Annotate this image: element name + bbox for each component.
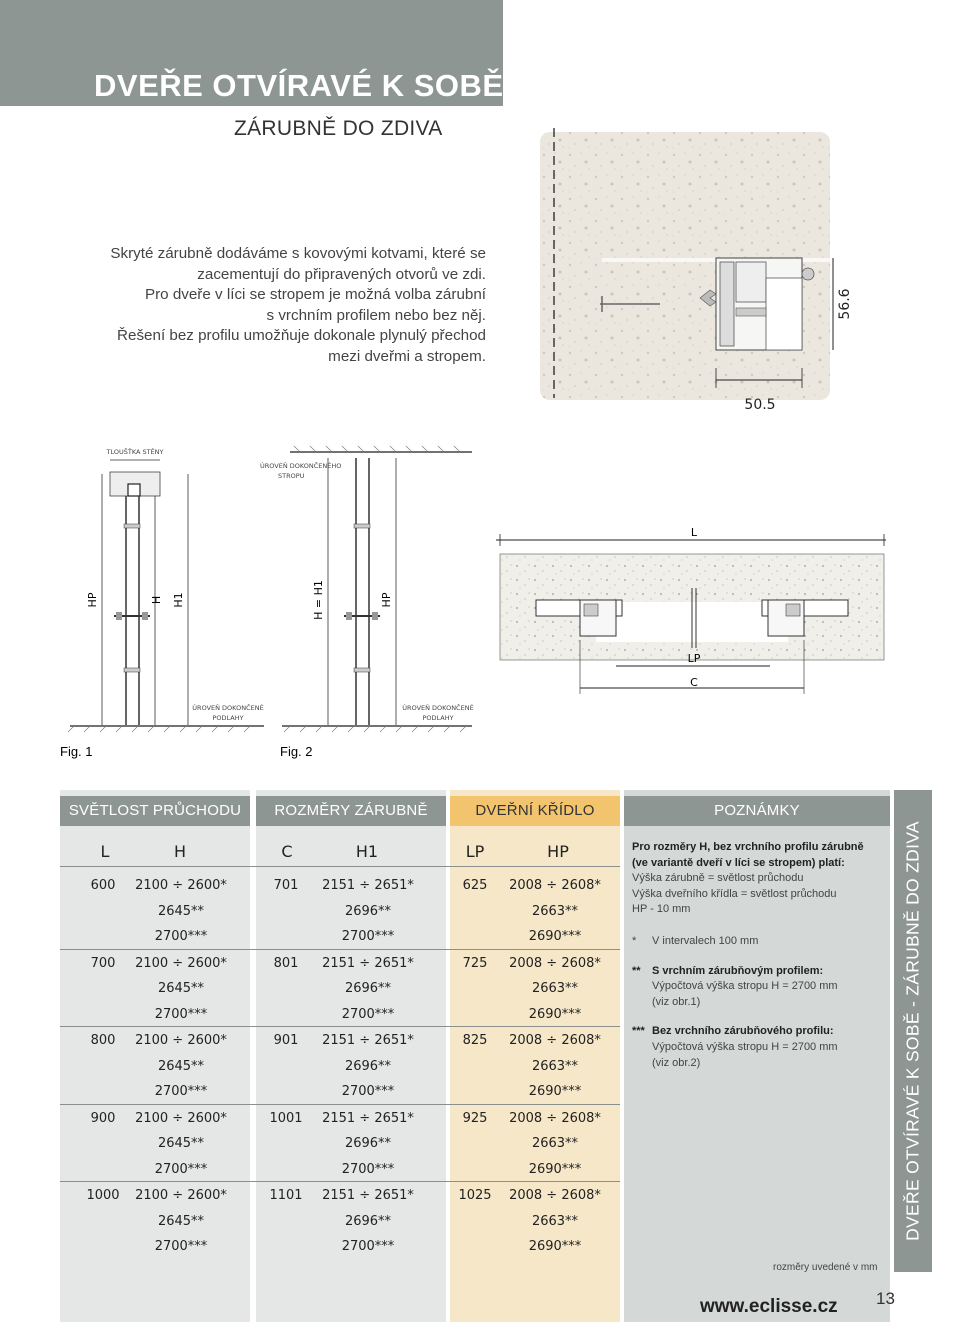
table-cell-h: 2645**: [157, 981, 205, 996]
note-title: S vrchním zárubňovým profilem:: [652, 964, 824, 977]
table-cell-h1: 2151 ÷ 2651*: [322, 1188, 414, 1203]
table-cell-hp: 2663**: [531, 1136, 579, 1151]
dim-h1-fig1: H1: [172, 592, 185, 608]
wall-thickness-label: TLOUŠŤKA STĚNY: [106, 448, 164, 456]
table-cell-h1: 2700***: [341, 1239, 395, 1254]
table-row-divider: [60, 949, 620, 950]
note-text: Výpočtová výška stropu H = 2700 mm: [652, 1040, 838, 1053]
col-header-lp: LP: [465, 842, 485, 861]
table-cell-hp: 2663**: [531, 903, 579, 919]
table-cell-l: 800: [90, 1033, 116, 1048]
table-cell-lp: 825: [462, 1033, 488, 1048]
notes-intro-bold: Pro rozměry H, bez vrchního profilu zárubně: [632, 841, 864, 853]
table-cell-h: 2645**: [157, 903, 205, 919]
floor-level-label-2: PODLAHY: [422, 714, 454, 722]
col-header-l: L: [100, 842, 110, 861]
table-cell-l: 900: [90, 1110, 116, 1126]
intro-line: zacementují do připravených otvorů ve zdi.: [197, 265, 486, 283]
table-cell-hp: 2008 ÷ 2608*: [509, 1110, 601, 1126]
dim-hp-fig1: HP: [86, 592, 99, 608]
table-cell-hp: 2663**: [531, 1058, 579, 1074]
group-header-frame: ROZMĚRY ZÁRUBNĚ: [256, 796, 446, 826]
table-cell-h: 2100 ÷ 2600*: [135, 1033, 227, 1048]
table-cell-lp: 1025: [458, 1188, 492, 1203]
floor-level-label-1: ÚROVEŇ DOKONČENÉ: [402, 704, 474, 712]
dim-hp-fig2: HP: [380, 592, 393, 608]
note-mark: ***: [632, 1025, 645, 1038]
table-cell-hp: 2690***: [528, 929, 582, 944]
table-cell-h: 2700***: [154, 1239, 208, 1254]
table-cell-h1: 2700***: [341, 1084, 395, 1099]
intro-text: [60, 244, 486, 367]
group-header-leaf: DVEŘNÍ KŘÍDLO: [450, 796, 620, 826]
dim-c-label: C: [690, 676, 698, 689]
table-cell-h1: 2700***: [341, 929, 395, 944]
notes-intro-line: Výška dveřního křídla = světlost průchodu: [632, 887, 837, 900]
group-header-passage: SVĚTLOST PRŮCHODU: [60, 796, 250, 826]
table-cell-h1: 2696**: [344, 1213, 392, 1229]
table-cell-h: 2100 ÷ 2600*: [135, 878, 227, 893]
group-header-notes: POZNÁMKY: [624, 796, 890, 826]
page-number: 13: [876, 1289, 895, 1308]
plan-drawing: [496, 520, 896, 700]
table-row-divider: [60, 1181, 620, 1182]
table-cell-hp: 2008 ÷ 2608*: [509, 955, 601, 971]
units-note: rozměry uvedené v mm: [773, 1262, 878, 1273]
table-cell-hp: 2663**: [531, 1213, 579, 1229]
intro-line: Skryté zárubně dodáváme s kovovými kotvami, které se: [110, 245, 486, 262]
table-cell-hp: 2663**: [531, 981, 579, 996]
table-cell-h1: 2696**: [344, 903, 392, 919]
notes-intro-line: Výška zárubně = světlost průchodu: [632, 872, 804, 885]
table-cell-h: 2645**: [157, 1213, 205, 1229]
table-cell-hp: 2690***: [528, 1084, 582, 1099]
table-cell-c: 1101: [269, 1188, 303, 1203]
intro-line: s vrchním profilem nebo bez něj.: [266, 306, 486, 324]
dim-height-label: 56.6: [837, 288, 853, 320]
table-cell-hp: 2690***: [528, 1239, 582, 1254]
note-text: Výpočtová výška stropu H = 2700 mm: [652, 980, 838, 993]
table-cell-c: 701: [273, 878, 299, 893]
side-tab-text: DVEŘE OTVÍRAVÉ K SOBĚ - ZÁRUBNĚ DO ZDIVA: [902, 821, 923, 1241]
table-cell-h1: 2151 ÷ 2651*: [322, 955, 414, 971]
table-cell-hp: 2008 ÷ 2608*: [509, 1188, 601, 1203]
col-header-h: H: [173, 842, 187, 861]
website-url: www.eclisse.cz: [700, 1296, 838, 1317]
frame-detail-drawing: [540, 128, 853, 418]
table-cell-l: 700: [90, 955, 116, 971]
table-cell-h1: 2696**: [344, 1058, 392, 1074]
table-cell-h: 2700***: [154, 1161, 208, 1177]
notes-panel: [632, 840, 882, 1071]
note-text: (viz obr.1): [652, 995, 701, 1008]
table-cell-hp: 2008 ÷ 2608*: [509, 1033, 601, 1048]
page-title: DVEŘE OTVÍRAVÉ K SOBĚ: [94, 68, 504, 103]
notes-intro-bold: (ve variantě dveří v líci se stropem) platí:: [632, 856, 845, 869]
floor-level-label-2: PODLAHY: [212, 714, 244, 722]
table-cell-l: 1000: [86, 1188, 120, 1203]
intro-line: Pro dveře v líci se stropem je možná volba zárubní: [144, 286, 486, 303]
col-header-h1: H1: [355, 842, 379, 861]
table-cell-h: 2700***: [154, 929, 208, 944]
notes-intro-line: HP - 10 mm: [632, 903, 691, 916]
table-cell-hp: 2008 ÷ 2608*: [509, 878, 601, 893]
table-cell-h1: 2696**: [344, 1136, 392, 1151]
col-header-c: C: [281, 842, 293, 861]
page-subtitle: ZÁRUBNĚ DO ZDIVA: [234, 117, 443, 140]
ceiling-level-label-2: STROPU: [278, 472, 305, 480]
ceiling-level-label-1: ÚROVEŇ DOKONČENÉHO: [260, 462, 342, 470]
table-cell-c: 801: [273, 955, 299, 971]
table-cell-h: 2700***: [154, 1084, 208, 1099]
table-cell-c: 901: [273, 1033, 299, 1048]
table-cell-lp: 925: [462, 1110, 488, 1126]
table-cell-l: 600: [90, 878, 116, 893]
fig2-label: Fig. 2: [280, 744, 313, 759]
note-title: Bez vrchního zárubňového profilu:: [652, 1025, 834, 1038]
table-cell-h: 2100 ÷ 2600*: [135, 1110, 227, 1126]
fig1-label: Fig. 1: [60, 744, 93, 759]
dim-l-label: L: [690, 526, 698, 539]
col-header-hp: HP: [547, 842, 569, 861]
table-cell-h: 2100 ÷ 2600*: [135, 1188, 227, 1203]
table-cell-h1: 2151 ÷ 2651*: [322, 1033, 414, 1048]
floor-level-label-1: ÚROVEŇ DOKONČENÉ: [192, 704, 264, 712]
note-mark: *: [632, 934, 637, 947]
table-row-divider: [60, 1104, 620, 1105]
table-cell-h: 2645**: [157, 1058, 205, 1074]
table-cell-h1: 2151 ÷ 2651*: [322, 1110, 414, 1126]
table-divider: [60, 866, 620, 867]
intro-line: Řešení bez profilu umožňuje dokonale plynulý přechod: [117, 327, 486, 344]
table-cell-lp: 625: [462, 878, 488, 893]
table-cell-h: 2700***: [154, 1006, 208, 1022]
note-mark: **: [632, 964, 641, 977]
table-cell-lp: 725: [462, 955, 488, 971]
dim-width-label: 50.5: [744, 397, 776, 413]
note-text: (viz obr.2): [652, 1056, 701, 1069]
table-cell-h1: 2700***: [341, 1161, 395, 1177]
section-drawings: [60, 440, 480, 770]
dim-h-fig1: H: [150, 595, 163, 605]
table-cell-h1: 2151 ÷ 2651*: [322, 878, 414, 893]
table-cell-h: 2100 ÷ 2600*: [135, 955, 227, 971]
table-cell-h1: 2696**: [344, 981, 392, 996]
table-cell-h1: 2700***: [341, 1006, 395, 1022]
dim-lp-label: LP: [687, 652, 701, 665]
note-text: V intervalech 100 mm: [652, 934, 759, 947]
table-cell-hp: 2690***: [528, 1161, 582, 1177]
table-cell-h: 2645**: [157, 1136, 205, 1151]
table-row-divider: [60, 1026, 620, 1027]
table-cell-c: 1001: [269, 1110, 303, 1126]
dim-hh1-fig2: H = H1: [312, 580, 325, 620]
table-cell-hp: 2690***: [528, 1006, 582, 1022]
intro-line: mezi dveřmi a stropem.: [328, 347, 486, 365]
